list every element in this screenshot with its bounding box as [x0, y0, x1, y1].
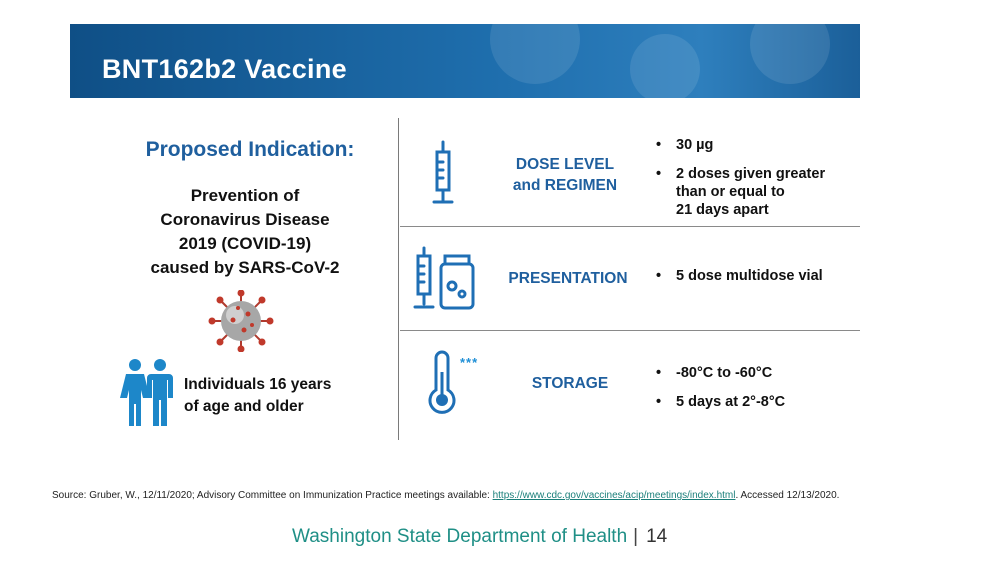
dose-label-line: and REGIMEN: [512, 177, 618, 194]
indication-line: Prevention of: [190, 186, 300, 205]
syringe-icon: [430, 140, 456, 206]
vertical-divider: [398, 118, 399, 440]
population-line: Individuals 16 years: [184, 376, 332, 393]
banner-decoration: [490, 24, 580, 84]
indication-line: Coronavirus Disease: [160, 210, 330, 229]
row-divider: [400, 330, 860, 331]
storage-label-line: STORAGE: [531, 375, 609, 392]
indication-line: caused by SARS-CoV-2: [150, 258, 340, 277]
slide-title: BNT162b2 Vaccine: [102, 54, 347, 84]
footer: [292, 526, 667, 548]
source-suffix: . Accessed 12/13/2020.: [735, 490, 840, 501]
presentation-label: [498, 268, 638, 289]
population-text: [184, 374, 331, 418]
banner-decoration: [630, 34, 700, 98]
bullet-text: 30 µg: [676, 137, 714, 153]
thermometer-icon: [424, 350, 460, 418]
dose-bullet: • 2 doses given greater than or equal to 21 days apart: [656, 166, 826, 218]
bullet-text: 5 days at 2°-8°C: [676, 394, 786, 410]
population-line: of age and older: [184, 398, 304, 415]
indication-line: 2019 (COVID-19): [178, 234, 312, 253]
storage-label: [510, 373, 630, 394]
source-citation: [52, 490, 839, 501]
coronavirus-icon: [208, 290, 274, 352]
presentation-bullet: • 5 dose multidose vial: [656, 268, 823, 284]
bullet-text: -80°C to -60°C: [676, 365, 773, 381]
bullet-text: 5 dose multidose vial: [676, 268, 823, 284]
banner-decoration: [750, 24, 830, 84]
storage-footnote-marker: ***: [460, 355, 479, 370]
footer-separator: |: [633, 526, 639, 547]
dose-label: [500, 154, 630, 196]
dose-bullet: • 30 µg: [656, 137, 714, 153]
bullet-text: 2 doses given greater: [676, 166, 826, 182]
title-banner: [70, 24, 860, 98]
presentation-label-line: PRESENTATION: [508, 270, 628, 287]
storage-bullet: • -80°C to -60°C: [656, 365, 773, 381]
source-prefix: Source: Gruber, W., 12/11/2020; Advisory Committee on Immunization Practice meetings available:: [52, 490, 490, 501]
page-number: 14: [646, 526, 668, 547]
bullet-text: 21 days apart: [676, 202, 769, 218]
indication-heading: Proposed Indication:: [145, 138, 355, 161]
bullet-text: than or equal to: [676, 184, 785, 200]
storage-bullet: • 5 days at 2°-8°C: [656, 394, 786, 410]
people-icon: [120, 358, 178, 426]
dose-label-line: DOSE LEVEL: [515, 156, 615, 173]
footer-organization: Washington State Department of Health: [292, 526, 628, 547]
row-divider: [400, 226, 860, 227]
source-link[interactable]: https://www.cdc.gov/vaccines/acip/meetings/index.html: [492, 490, 736, 501]
syringe-vial-icon: [412, 246, 476, 312]
